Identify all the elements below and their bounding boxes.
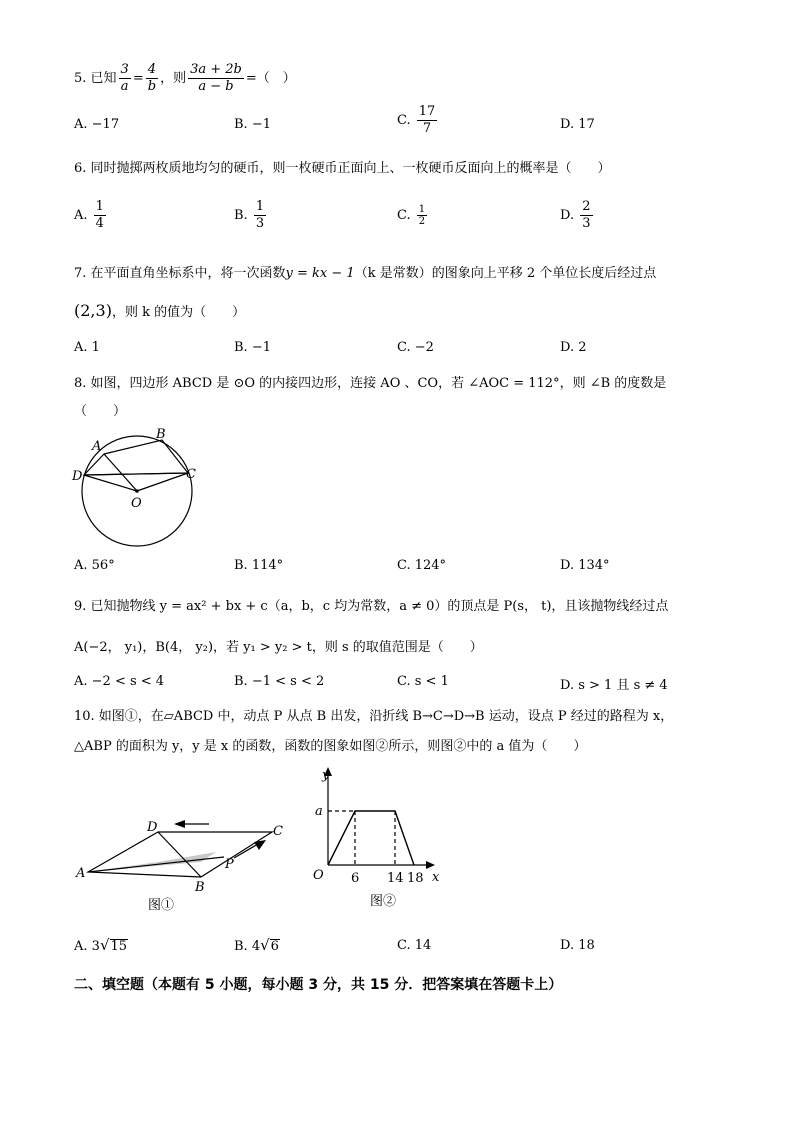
q9-option-d[interactable]: D. s > 1 且 s ≠ 4 <box>560 678 668 693</box>
chord-dc <box>84 473 188 475</box>
q8-option-b[interactable]: B. 114° <box>234 558 284 573</box>
q7-option-c[interactable]: C. −2 <box>397 340 434 355</box>
fig1-label-a: A <box>76 866 86 881</box>
q5-fraction-1: $\frac{3}{a}$ <box>120 62 129 94</box>
q5-fraction-2: $\frac{4}{b}$ <box>147 62 157 94</box>
q9-stem-line1: 9. 已知抛物线 y = ax² + bx + c（a，b，c 均为常数，a ≠ 0）的顶点是 P(s， t)，且该抛物线经过点 <box>74 599 669 614</box>
q10-option-b[interactable]: B. 4√6 <box>234 936 279 954</box>
segment-ap <box>88 857 224 872</box>
q6-option-c[interactable]: C. $\frac{1}{2}$ <box>397 204 426 227</box>
arrow-bc-line <box>234 844 258 858</box>
label-d: D <box>72 469 83 484</box>
q6-option-b[interactable]: B. $\frac{1}{3}$ <box>234 199 265 231</box>
q5-option-c-fraction: $\frac{17}{7}$ <box>418 104 436 136</box>
q8-stem-line2: （ ） <box>74 404 127 419</box>
q10-graph-figure <box>310 765 450 915</box>
center-point <box>135 489 139 493</box>
q5-option-c[interactable]: C. $\frac{17}{7}$ <box>397 104 436 136</box>
q7-option-b[interactable]: B. −1 <box>234 340 271 355</box>
fig2-tick-6: 6 <box>351 871 360 886</box>
q10-stem-line1: 10. 如图①，在▱ABCD 中，动点 P 从点 B 出发，沿折线 B→C→D→B 运动，设点 P 经过的路程为 x， <box>74 709 674 724</box>
fig2-label-a: a <box>315 804 323 819</box>
q8-circle-figure <box>70 425 210 565</box>
segment-do <box>84 475 137 491</box>
arrow-left-icon <box>174 820 185 828</box>
q5-prefix: 5. 已知 <box>74 71 117 86</box>
fig1-label-b: B <box>195 880 205 895</box>
diagonal-db <box>158 832 201 877</box>
q9-option-b[interactable]: B. −1 < s < 2 <box>234 674 325 689</box>
q7-stem-line2: (2,3)，则 k 的值为（ ） <box>74 301 246 320</box>
q8-option-d[interactable]: D. 134° <box>560 558 610 573</box>
segment-co <box>137 473 188 491</box>
q9-option-a[interactable]: A. −2 < s < 4 <box>74 674 165 689</box>
fig2-tick-14: 14 <box>387 871 404 886</box>
sqrt-icon: √ <box>99 936 110 954</box>
q6-option-d[interactable]: D. $\frac{2}{3}$ <box>560 199 591 231</box>
q8-stem-line1: 8. 如图，四边形 ABCD 是 ⊙O 的内接四边形，连接 AO 、CO，若 ∠AOC = 112°，则 ∠B 的度数是 <box>74 376 667 391</box>
shaded-triangle-abp <box>88 852 216 872</box>
label-o: O <box>131 496 142 511</box>
q7-option-d[interactable]: D. 2 <box>560 340 587 355</box>
q10-option-a[interactable]: A. 3√15 <box>74 936 128 954</box>
section-2-heading: 二、填空题（本题有 5 小题，每小题 3 分，共 15 分．把答案填在答题卡上） <box>74 977 563 993</box>
q10-option-d[interactable]: D. 18 <box>560 938 595 953</box>
q5-stem: 5. 已知 $\frac{3}{a}$ = $\frac{4}{b}$ ，则 $\frac{3a + 2b}{a - b}$ =（ ） <box>74 62 296 94</box>
q6-option-a[interactable]: A. $\frac{1}{4}$ <box>74 199 104 231</box>
q5-option-a[interactable]: A. −17 <box>74 117 120 132</box>
q8-option-a[interactable]: A. 56° <box>74 558 115 573</box>
q5-option-b[interactable]: B. −1 <box>234 117 271 132</box>
fig1-caption: 图① <box>148 898 175 913</box>
q7-stem-line1: 7. 在平面直角坐标系中，将一次函数y = kx − 1（k 是常数）的图象向上平移 2 个单位长度后经过点 <box>74 266 657 281</box>
x-axis-arrow-icon <box>426 861 435 869</box>
label-b: B <box>156 427 166 442</box>
sqrt-icon: √ <box>260 936 270 954</box>
fig2-tick-18: 18 <box>407 871 424 886</box>
fig2-label-y: y <box>322 768 330 783</box>
q5-fraction-3: $\frac{3a + 2b}{a - b}$ <box>190 62 242 94</box>
q7-option-a[interactable]: A. 1 <box>74 340 100 355</box>
q8-option-c[interactable]: C. 124° <box>397 558 447 573</box>
fig1-label-d: D <box>147 820 158 835</box>
q10-parallelogram-figure <box>74 815 294 915</box>
label-a: A <box>92 439 102 454</box>
q10-option-c[interactable]: C. 14 <box>397 938 432 953</box>
fig1-label-c: C <box>273 824 283 839</box>
label-c: C <box>186 467 196 482</box>
q10-stem-line2: △ABP 的面积为 y，y 是 x 的函数，函数的图象如图②所示，则图②中的 a 值为（ ） <box>74 739 587 754</box>
fig2-label-x: x <box>432 870 440 885</box>
function-graph <box>328 811 414 865</box>
q5-option-d[interactable]: D. 17 <box>560 117 595 132</box>
q9-stem-line2: A(−2， y₁)，B(4， y₂)，若 y₁ > y₂ > t，则 s 的取值范围是（ ） <box>74 640 483 655</box>
fig2-label-o: O <box>313 868 324 883</box>
q9-option-c[interactable]: C. s < 1 <box>397 674 449 689</box>
q6-stem: 6. 同时抛掷两枚质地均匀的硬币，则一枚硬币正面向上、一枚硬币反面向上的概率是（ ） <box>74 161 611 176</box>
fig2-caption: 图② <box>370 894 397 909</box>
fig1-label-p: P <box>225 857 234 872</box>
